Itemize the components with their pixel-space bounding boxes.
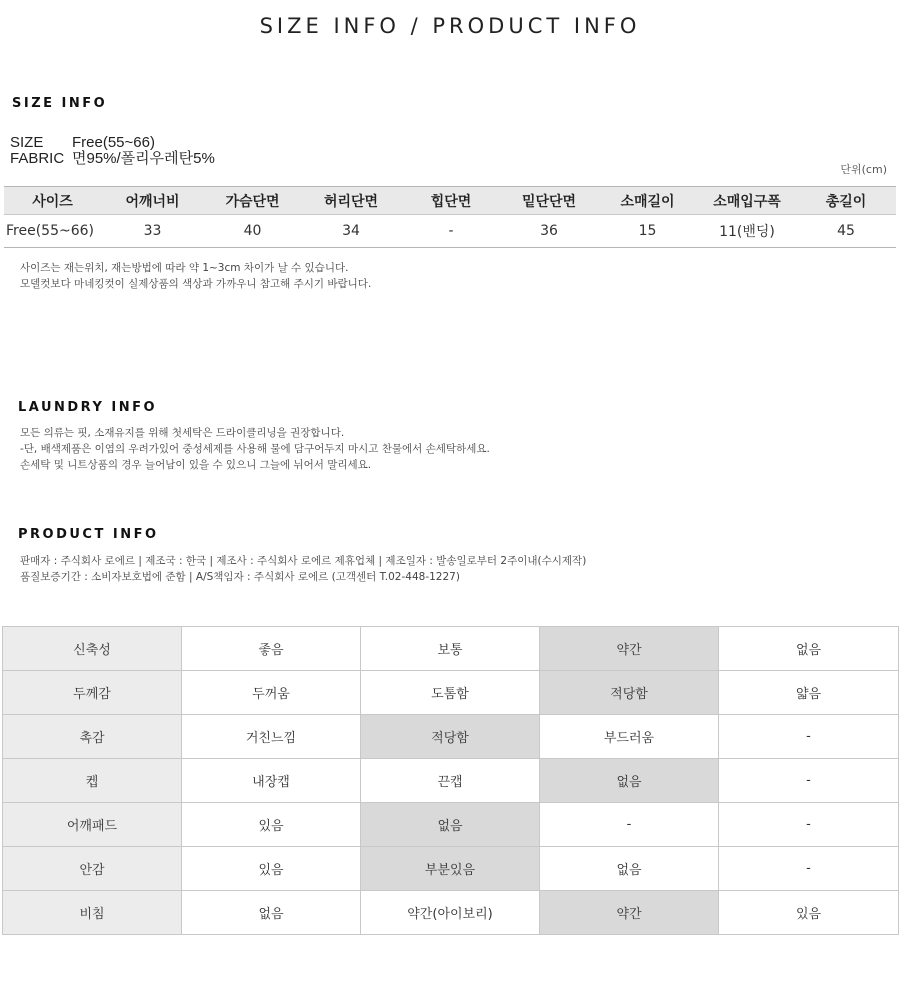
table-row [3,803,899,847]
size-table-header: 총길이 [796,187,896,215]
size-table-header: 어깨너비 [101,187,204,215]
attribute-label: 두께감 [3,671,182,715]
size-table-header: 밑단단면 [501,187,597,215]
attribute-label: 신축성 [3,627,182,671]
attribute-option: 거친느낌 [182,715,361,759]
attribute-option-selected: 없음 [361,803,540,847]
attribute-label: 어깨패드 [3,803,182,847]
size-table-header: 힙단면 [401,187,501,215]
size-table-cell: 34 [301,215,401,248]
attribute-option: 있음 [182,847,361,891]
size-table-cell: 45 [796,215,896,248]
attribute-option: 없음 [540,847,719,891]
attribute-option: - [719,847,899,891]
laundry-notes [20,425,490,473]
attribute-option: 약간(아이보리) [361,891,540,935]
size-spec [10,135,155,151]
attribute-option-selected: 없음 [540,759,719,803]
attribute-option: 좋음 [182,627,361,671]
size-table-cell: Free(55~66) [4,215,101,248]
size-table-header: 사이즈 [4,187,101,215]
table-row [3,715,899,759]
size-table-cell: 36 [501,215,597,248]
attribute-option: 도톰함 [361,671,540,715]
attribute-option: 내장캡 [182,759,361,803]
product-line: 판매자 : 주식회사 로에르 | 제조국 : 한국 | 제조사 : 주식회사 로에르 제휴업체 | 제조일자 : 발송일로부터 2주이내(수시제작) [20,555,587,567]
size-table-cell: 11(밴딩) [698,215,796,248]
attribute-option: 있음 [182,803,361,847]
laundry-info-heading: LAUNDRY INFO [18,400,158,415]
size-table-header: 소매입구폭 [698,187,796,215]
size-table-cell: - [401,215,501,248]
table-row [3,891,899,935]
attribute-label: 안감 [3,847,182,891]
attribute-option: - [719,759,899,803]
attribute-label: 켑 [3,759,182,803]
attribute-option: 두꺼움 [182,671,361,715]
page-title: SIZE INFO / PRODUCT INFO [259,14,641,38]
size-table-cell: 15 [597,215,698,248]
size-value: Free(55~66) [72,134,155,151]
attribute-option-selected: 적당함 [361,715,540,759]
size-notes [20,260,371,292]
table-row [3,759,899,803]
unit-label: 단위(cm) [840,163,887,176]
table-row [3,671,899,715]
attribute-option: - [719,715,899,759]
size-table-header: 소매길이 [597,187,698,215]
attribute-option-selected: 약간 [540,627,719,671]
laundry-line: -단, 배색제품은 이염의 우려가있어 중성세제를 사용해 물에 담구어두지 마시고 찬물에서 손세탁하세요. [20,443,490,455]
attribute-label: 비침 [3,891,182,935]
attribute-option: 있음 [719,891,899,935]
attribute-option-selected: 적당함 [540,671,719,715]
size-table-header: 허리단면 [301,187,401,215]
product-notes [20,553,586,585]
size-table-cell: 40 [204,215,301,248]
table-row [4,215,896,248]
product-line: 품질보증기간 : 소비자보호법에 준함 | A/S책임자 : 주식회사 로에르 (고객센터 T.02-448-1227) [20,571,460,583]
attribute-option: 끈캡 [361,759,540,803]
attribute-option: 부드러움 [540,715,719,759]
attribute-label: 촉감 [3,715,182,759]
attribute-option: 없음 [182,891,361,935]
size-table-cell: 33 [101,215,204,248]
product-info-heading: PRODUCT INFO [18,527,159,542]
attribute-option-selected: 부분있음 [361,847,540,891]
attribute-option: - [719,803,899,847]
attribute-option-selected: 약간 [540,891,719,935]
size-table [4,186,896,248]
size-table-header-row [4,187,896,215]
fabric-spec [10,151,215,167]
attribute-table [2,626,899,935]
table-row [3,847,899,891]
fabric-key: FABRIC [10,150,65,167]
table-row [3,627,899,671]
attribute-option: 보통 [361,627,540,671]
attribute-option: - [540,803,719,847]
size-note: 사이즈는 재는위치, 재는방법에 따라 약 1~3cm 차이가 날 수 있습니다. [20,262,349,274]
size-key: SIZE [10,134,44,151]
attribute-option: 없음 [719,627,899,671]
laundry-line: 손세탁 및 니트상품의 경우 늘어남이 있을 수 있으니 그늘에 뉘어서 말리세요. [20,459,372,471]
size-table-header: 가슴단면 [204,187,301,215]
size-note: 모델컷보다 마네킹컷이 실제상품의 색상과 가까우니 참고해 주시기 바랍니다. [20,278,372,290]
fabric-value: 면95%/폴리우레탄5% [72,150,215,167]
size-info-heading: SIZE INFO [12,96,108,111]
attribute-option: 얇음 [719,671,899,715]
laundry-line: 모든 의류는 핏, 소재유지를 위해 첫세탁은 드라이클리닝을 권장합니다. [20,427,345,439]
